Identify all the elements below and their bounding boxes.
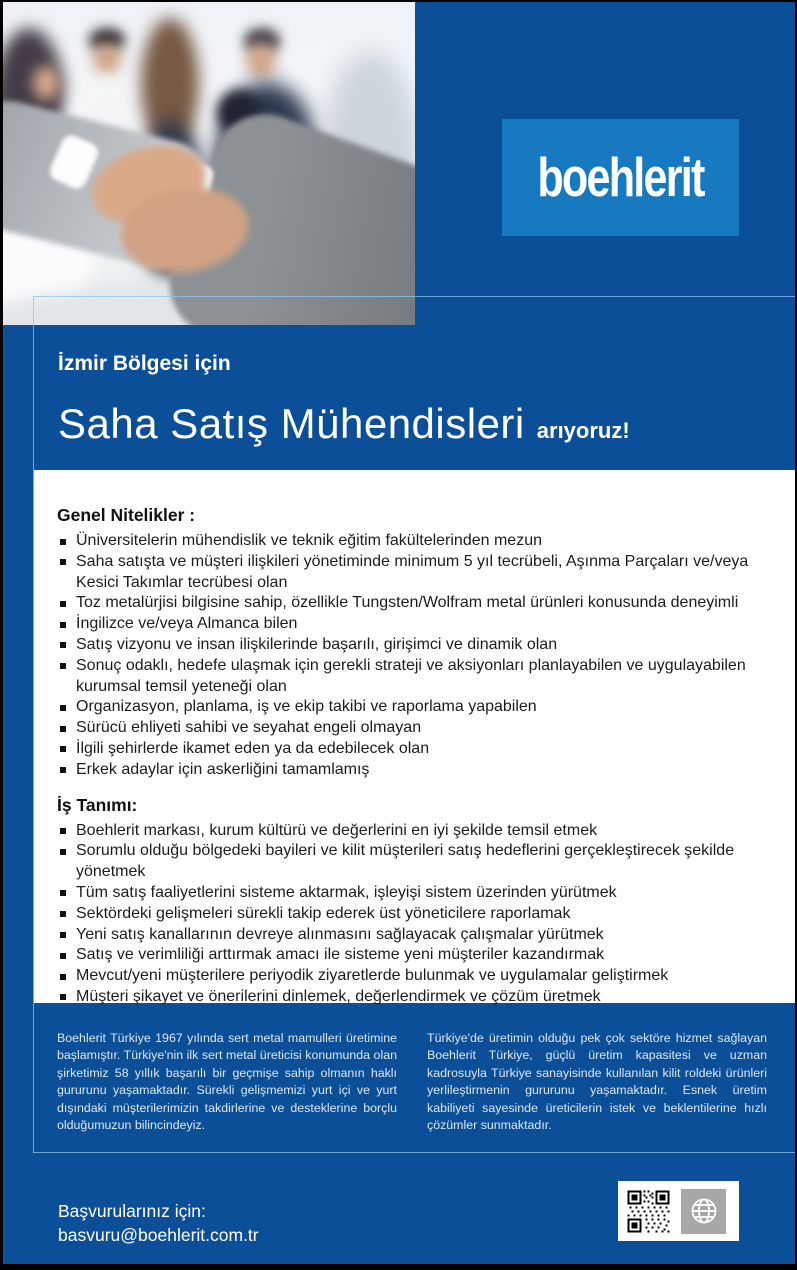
- list-item-text: Üniversitelerin mühendislik ve teknik eğitim fakültelerinden mezun: [76, 532, 542, 549]
- list-item: [57, 841, 767, 883]
- list-item-text: Satış ve verimliliği arttırmak amacı ile sisteme yeni müşteriler kazandırmak: [76, 946, 605, 964]
- list-item: [57, 614, 767, 635]
- list-item-text: Müşteri şikayet ve önerilerini dinlemek, değerlendirmek ve çözüm üretmek: [76, 987, 601, 1005]
- bullet-square-icon: [60, 539, 66, 545]
- bullet-square-icon: [60, 746, 66, 752]
- bullet-square-icon: [60, 828, 66, 834]
- list-item: [57, 945, 767, 966]
- frame-border-left: [33, 296, 34, 1153]
- application-contact: [58, 1199, 259, 1247]
- list-item-text: İngilizce ve/veya Almanca bilen: [76, 615, 298, 633]
- list-item: [57, 635, 767, 656]
- qr-panel: [618, 1181, 739, 1241]
- list-item: [57, 718, 767, 739]
- bullet-square-icon: [60, 767, 66, 773]
- globe-tile: [681, 1189, 726, 1234]
- list-item: [57, 821, 767, 842]
- boehlerit-logo: [502, 119, 739, 236]
- photo-person-4-face: [246, 42, 276, 78]
- list-item-text: Saha satışta ve müşteri ilişkileri yönetiminde minimum 5 yıl tecrübeli, Aşınma Parçaları ve/veya Kesici Takımlar tecrübesi olan: [76, 552, 749, 591]
- apply-email-link[interactable]: basvuru@boehlerit.com.tr: [58, 1225, 259, 1245]
- company-about-section: [34, 1003, 795, 1152]
- about-paragraph-right: Türkiye'de üretimin olduğu pek çok sektöre hizmet sağlayan Boehlerit Türkiye, güçlü üretim kapasitesi ve uzman kadrosuyla Türkiye sanayisinde kullanılan kilit roldeki ürünleri yerlileştirmenin gururunu yaşamaktadır. Esnek üretim kabiliyeti sayesinde üreticilerin istek ve beklentilerine hızlı çözümler sunmaktadır.: [427, 1031, 767, 1133]
- list-item: [57, 593, 767, 614]
- list-item-text: Sektördeki gelişmeleri sürekli takip ederek üst yöneticilere raporlamak: [76, 904, 571, 922]
- handshake-photo: [3, 2, 415, 325]
- bullet-square-icon: [60, 932, 66, 938]
- list-item: [57, 697, 767, 718]
- section-heading-job-description: İş Tanımı:: [57, 794, 138, 815]
- globe-icon: [687, 1194, 721, 1228]
- bullet-square-icon: [60, 726, 66, 732]
- bullet-square-icon: [60, 994, 66, 1000]
- job-title-line: [58, 400, 630, 448]
- frame-border-top: [33, 296, 795, 297]
- list-item-text: İlgili şehirlerde ikamet eden ya da edebilecek olan: [76, 739, 430, 757]
- bullet-square-icon: [60, 601, 66, 607]
- list-item-text: Boehlerit markası, kurum kültürü ve değerlerini en iyi şekilde temsil etmek: [76, 821, 598, 839]
- list-item-text: Sürücü ehliyeti sahibi ve seyahat engeli olmayan: [76, 719, 422, 737]
- list-item: [57, 739, 767, 760]
- job-description-list: [57, 821, 767, 1008]
- bullet-square-icon: [60, 911, 66, 917]
- section-heading-qualifications: Genel Nitelikler :: [57, 505, 196, 525]
- list-item-text: Yeni satış kanallarının devreye alınmasını sağlayacak çalışmalar yürütmek: [76, 925, 604, 943]
- bullet-square-icon: [60, 705, 66, 711]
- list-item-text: Sonuç odaklı, hedefe ulaşmak için gerekli strateji ve aksiyonları planlayabilen ve uygulayabilen kurumsal temsil yeteneği olan: [76, 656, 746, 695]
- list-item: [57, 904, 767, 925]
- photo-person-2-face: [93, 42, 121, 76]
- qr-code-icon: [626, 1189, 671, 1234]
- apply-label: Başvurularınız için:: [58, 1201, 206, 1221]
- list-item-text: Mevcut/yeni müşterilere periyodik ziyaretlerde bulunmak ve uygulamalar geliştirmek: [76, 967, 669, 985]
- bullet-square-icon: [60, 559, 66, 565]
- list-item: [57, 531, 767, 552]
- frame-border-bottom: [33, 1152, 795, 1153]
- list-item: [57, 925, 767, 946]
- bullet-square-icon: [60, 849, 66, 855]
- list-item-text: Organizasyon, planlama, iş ve ekip takibi ve raporlama yapabilen: [76, 698, 537, 716]
- photo-person-left-face: [33, 66, 59, 100]
- bullet-square-icon: [60, 642, 66, 648]
- qualifications-list: [57, 531, 767, 781]
- list-item: [57, 552, 767, 594]
- job-details-box: [34, 470, 795, 1003]
- bullet-square-icon: [60, 663, 66, 669]
- bullet-square-icon: [60, 890, 66, 896]
- about-paragraph-left: Boehlerit Türkiye 1967 yılında sert metal mamulleri üretimine başlamıştır. Türkiye'nin ilk sert metal üreticisi konumunda olan şirketimiz 58 yıllık başarılı bir geçmişe sahip olmanın haklı gururunu yaşamaktadır. Sürekli gelişmemizi yurt içi ve yurt dışındaki müşterilerimizin takdirlerine ve desteklerine borçlu olduğumuzun bilincindeyiz.: [57, 1031, 397, 1133]
- list-item: [57, 760, 767, 781]
- list-item-text: Satış vizyonu ve insan ilişkilerinde başarılı, girişimci ve dinamik olan: [76, 635, 558, 653]
- list-item: [57, 656, 767, 698]
- poster-page: [3, 2, 795, 1264]
- list-item-text: Sorumlu olduğu bölgedeki bayileri ve kilit müşterileri satış hedeflerini gerçekleştirecek şekilde yönetmek: [76, 842, 735, 881]
- list-item-text: Tüm satış faaliyetlerini sisteme aktarmak, işleyişi sistem üzerinden yürütmek: [76, 883, 617, 901]
- bullet-square-icon: [60, 953, 66, 959]
- bullet-square-icon: [60, 974, 66, 980]
- list-item: [57, 966, 767, 987]
- list-item-text: Erkek adaylar için askerliğini tamamlamış: [76, 760, 370, 778]
- boehlerit-logo-text: boehlerit: [537, 147, 704, 208]
- list-item-text: Toz metalürjisi bilgisine sahip, özellikle Tungsten/Wolfram metal ürünleri konusunda deneyimli: [76, 594, 739, 612]
- job-title-suffix: arıyoruz!: [536, 418, 630, 443]
- bullet-square-icon: [60, 622, 66, 628]
- job-title: Saha Satış Mühendisleri: [58, 400, 525, 447]
- list-item: [57, 883, 767, 904]
- region-subtitle: İzmir Bölgesi için: [58, 352, 231, 375]
